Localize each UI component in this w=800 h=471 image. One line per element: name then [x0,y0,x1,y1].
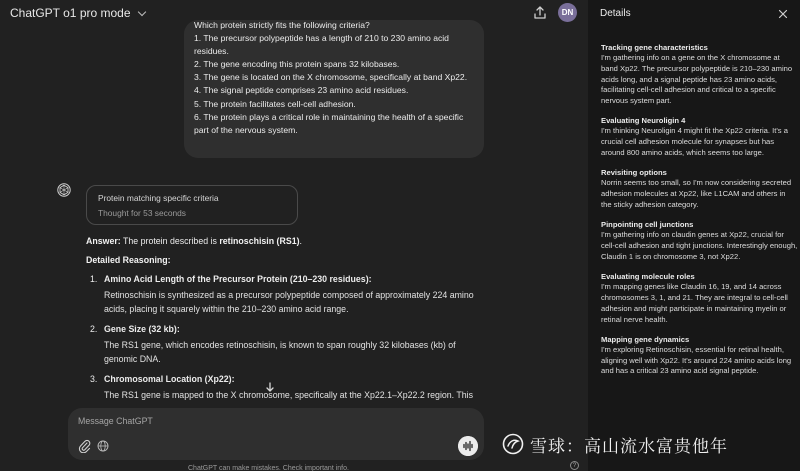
step-title: Revisiting options [601,168,667,178]
details-panel [588,0,800,471]
list-item [601,115,798,158]
reason-body: The RS1 gene is mapped to the X chromosome, specifically at the Xp22.1–Xp22.2 region. This [104,390,474,400]
thought-title: Protein matching specific criteria [98,193,219,203]
criteria-1: 1. The precursor polypeptide has a length of 210 to 230 amino acid residues. [194,33,449,57]
criteria-4: 4. The signal peptide comprises 23 amino acid residues. [194,85,409,96]
avatar[interactable] [558,3,577,22]
reasoning-list [86,272,486,402]
step-title: Evaluating Neuroligin 4 [601,116,686,126]
thought-duration: Thought for 53 seconds [98,208,186,218]
criteria-2: 2. The gene encoding this protein spans 32 kilobases. [194,59,400,70]
list-item [601,271,798,325]
answer-text: The protein described is [123,236,217,246]
step-body: I'm gathering info on a gene on the X chromosome at band Xp22. The precursor polypeptide is 210–230 amino acids long, and a signal peptide has 23 amino acids, facilitating cell-cell adhesion and critical to a specific nervous system part. [601,53,793,106]
step-title: Tracking gene characteristics [601,43,708,52]
avatar-initials: DN [561,8,574,17]
user-message-bubble [184,20,484,158]
list-item [86,372,486,402]
step-body: Norrin seems too small, so I'm now considering secreted adhesion molecules at Xp22, like L1CAM and others in the sticky adhesion category. [601,178,792,209]
scroll-down-icon[interactable] [263,380,277,394]
globe-icon[interactable] [97,440,109,452]
user-question: Which protein strictly fits the following criteria? [194,20,370,30]
details-title: Details [600,8,631,19]
reason-heading: Chromosomal Location (Xp22): [104,374,235,384]
step-body: I'm thinking Neuroligin 4 might fit the Xp22 criteria. It's a crucial cell adhesion molecule for synapses but has around 800 amino acids, which seems too large. [601,126,788,158]
model-title: ChatGPT o1 pro mode [10,6,131,20]
answer-period: . [299,236,302,246]
list-item [601,42,798,107]
message-composer [68,408,484,460]
criteria-3: 3. The gene is located on the X chromosome, specifically at band Xp22. [194,72,468,83]
list-item [86,322,486,366]
step-title: Evaluating molecule roles [601,272,695,282]
answer-line [86,234,486,248]
reason-number: 3. [90,374,98,384]
share-icon[interactable] [532,5,548,21]
detailed-heading [86,253,486,267]
list-item [601,167,798,210]
reason-number: 1. [90,274,98,284]
model-selector[interactable] [10,6,145,20]
answer-label: Answer: [86,236,121,246]
step-title: Mapping gene dynamics [601,334,690,344]
watermark [502,431,728,457]
answer-protein: retinoschisin (RS1) [219,236,300,246]
snowball-logo-icon [502,433,524,455]
reason-body: Retinoschisin is synthesized as a precursor polypeptide composed of approximately 224 amino acids, placing it squarely within the 210–230 amino acid range. [104,290,474,314]
message-input[interactable] [78,416,458,426]
list-item [86,272,486,316]
reason-heading: Gene Size (32 kb): [104,324,180,334]
assistant-answer [86,232,486,408]
reason-body: The RS1 gene, which encodes retinoschisin, is known to span roughly 32 kilobases (kb) of genomic DNA. [104,340,456,364]
step-body: I'm mapping genes like Claudin 16, 19, and 14 across chromosomes 3, 1, and 21. They are integral to cell-cell adhesion and might participate in maintaining myelin or retinal nerve health. [601,282,788,324]
chevron-down-icon [137,7,145,15]
help-text: ? [572,462,577,469]
detailed-heading-text: Detailed Reasoning: [86,255,171,265]
disclaimer: ChatGPT can make mistakes. Check important info. [188,465,349,471]
step-title: Pinpointing cell junctions [601,220,694,230]
voice-mode-button[interactable] [458,436,478,456]
thought-summary[interactable] [86,185,298,225]
reason-heading: Amino Acid Length of the Precursor Protein (210–230 residues): [104,274,372,284]
watermark-text: 雪球：高山流水富贵他年 [530,436,728,457]
step-body: I'm gathering info on claudin genes at Xp22, crucial for cell-cell adhesion and tight junctions. Interestingly enough, Claudin 1 is on chromosome 3, not Xp22. [601,230,798,261]
list-item [601,219,798,262]
step-body: I'm exploring Retinoschisin, essential for retinal health, aligning well with Xp22. It's around 224 amino acids long and has a critical 23 amino acid signal peptide. [601,344,792,376]
list-item [601,334,798,377]
reason-number: 2. [90,324,98,334]
criteria-6: 6. The protein plays a critical role in maintaining the health of a specific part of the nervous system. [194,111,464,135]
paperclip-icon[interactable] [78,439,91,453]
criteria-5: 5. The protein facilitates cell-cell adhesion. [194,98,356,109]
chatgpt-logo-icon [56,182,72,198]
close-icon[interactable] [778,9,788,19]
help-icon[interactable] [570,461,579,470]
reasoning-steps [601,42,798,386]
